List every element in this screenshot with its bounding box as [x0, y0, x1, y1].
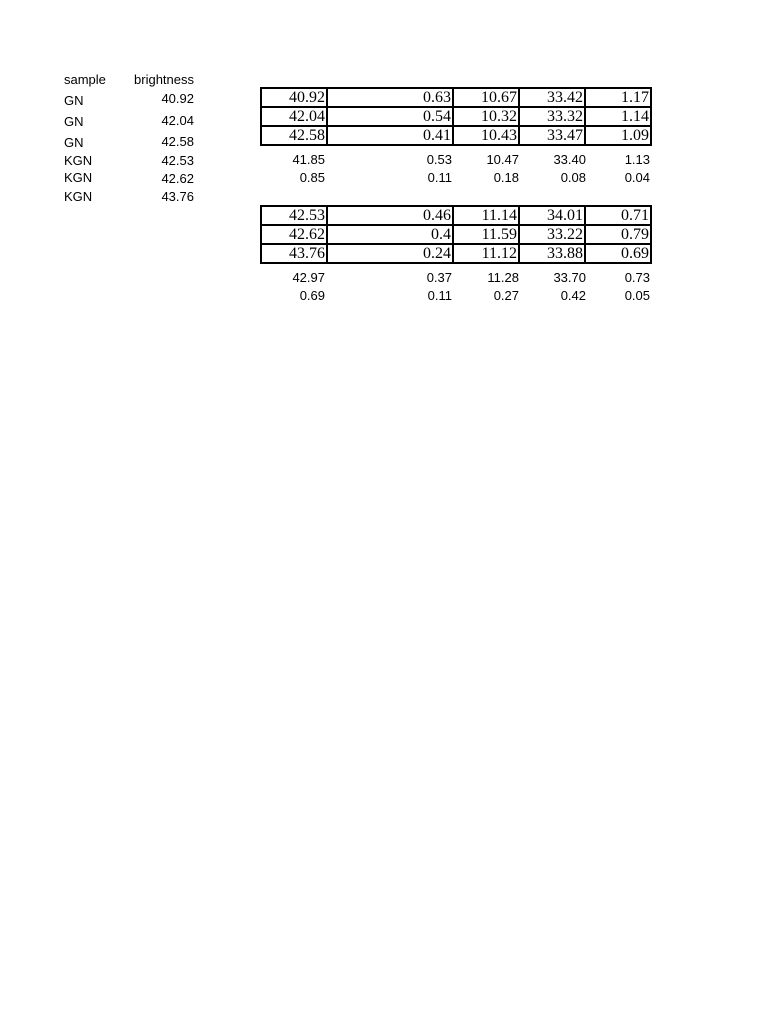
table-cell: 11.14 — [453, 206, 519, 225]
list-brightness: 40.92 — [161, 91, 194, 106]
sd-value: 0.08 — [560, 170, 586, 185]
table-cell: 11.12 — [453, 244, 519, 263]
table-cell: 34.01 — [519, 206, 585, 225]
table-cell: 42.62 — [261, 225, 327, 244]
table-cell: 11.59 — [453, 225, 519, 244]
list-brightness: 42.53 — [161, 153, 194, 168]
list-brightness: 42.04 — [161, 113, 194, 128]
group1-sd-row — [260, 171, 652, 186]
table-cell: 42.53 — [261, 206, 327, 225]
table-cell: 10.32 — [453, 107, 519, 126]
mean-value: 41.85 — [292, 152, 325, 167]
sd-value: 0.11 — [427, 170, 452, 185]
sd-value: 0.42 — [560, 288, 586, 303]
table-cell: 33.32 — [519, 107, 585, 126]
header-brightness: brightness — [134, 72, 194, 87]
sd-value: 0.69 — [299, 288, 325, 303]
table-cell: 42.04 — [261, 107, 327, 126]
list-brightness: 42.62 — [161, 171, 194, 186]
list-sample: GN — [64, 93, 84, 108]
table-cell: 0.63 — [327, 88, 453, 107]
table-cell: 33.22 — [519, 225, 585, 244]
header-sample: sample — [64, 72, 106, 87]
table-cell: 1.09 — [585, 126, 651, 145]
list-sample: KGN — [64, 170, 93, 185]
table-cell: 0.69 — [585, 244, 651, 263]
sd-value: 0.05 — [624, 288, 650, 303]
mean-value: 0.37 — [426, 270, 452, 285]
table-cell: 0.71 — [585, 206, 651, 225]
sd-value: 0.04 — [624, 170, 650, 185]
table-cell: 10.43 — [453, 126, 519, 145]
table-row — [261, 88, 651, 107]
mean-value: 42.97 — [292, 270, 325, 285]
group2-sd-row — [260, 289, 652, 304]
table-cell: 33.88 — [519, 244, 585, 263]
table-cell: 10.67 — [453, 88, 519, 107]
table-cell: 42.58 — [261, 126, 327, 145]
table-cell: 1.14 — [585, 107, 651, 126]
mean-value: 0.53 — [426, 152, 452, 167]
group2-mean-row — [260, 271, 652, 286]
table-cell: 33.47 — [519, 126, 585, 145]
table-row — [261, 107, 651, 126]
sd-value: 0.11 — [427, 288, 452, 303]
table-cell: 33.42 — [519, 88, 585, 107]
table-row — [261, 206, 651, 225]
table-row — [261, 225, 651, 244]
mean-value: 10.47 — [486, 152, 519, 167]
table-cell: 0.79 — [585, 225, 651, 244]
sd-value: 0.27 — [493, 288, 519, 303]
mean-value: 11.28 — [487, 270, 519, 285]
table-row — [261, 244, 651, 263]
group1-mean-row — [260, 153, 652, 168]
table-row — [261, 126, 651, 145]
sd-value: 0.85 — [299, 170, 325, 185]
group1-table — [260, 87, 652, 146]
mean-value: 0.73 — [624, 270, 650, 285]
list-sample: KGN — [64, 153, 93, 168]
list-sample: GN — [64, 114, 84, 129]
list-brightness: 42.58 — [161, 134, 194, 149]
mean-value: 33.70 — [553, 270, 586, 285]
list-brightness: 43.76 — [161, 189, 194, 204]
mean-value: 1.13 — [624, 152, 650, 167]
table-cell: 0.41 — [327, 126, 453, 145]
list-sample: KGN — [64, 189, 93, 204]
table-cell: 43.76 — [261, 244, 327, 263]
sd-value: 0.18 — [493, 170, 519, 185]
group2-table — [260, 205, 652, 264]
list-sample: GN — [64, 135, 84, 150]
table-cell: 40.92 — [261, 88, 327, 107]
table-cell: 0.4 — [327, 225, 453, 244]
table-cell: 0.54 — [327, 107, 453, 126]
table-cell: 0.46 — [327, 206, 453, 225]
table-cell: 0.24 — [327, 244, 453, 263]
mean-value: 33.40 — [553, 152, 586, 167]
table-cell: 1.17 — [585, 88, 651, 107]
